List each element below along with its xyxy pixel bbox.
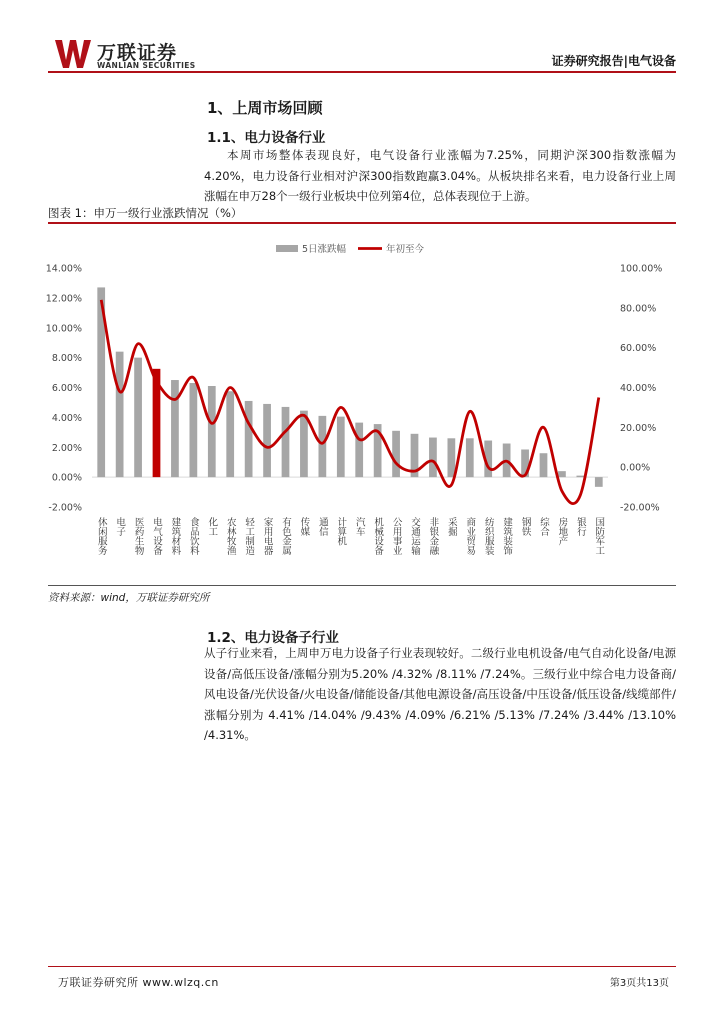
category-label: 有色金属 <box>280 517 291 555</box>
bar-综合 <box>540 453 548 477</box>
category-label: 银行 <box>574 517 586 536</box>
left-axis-tick-label: -2.00% <box>48 502 82 514</box>
right-axis-tick-label: 0.00% <box>620 462 651 474</box>
left-axis-tick-label: 4.00% <box>51 412 82 424</box>
page-header <box>0 0 724 74</box>
header-separator: | <box>623 54 628 68</box>
legend-label-line: 年初至今 <box>386 244 425 255</box>
category-label: 纺织服装 <box>482 517 494 555</box>
category-label: 传媒 <box>298 517 310 536</box>
right-axis-tick-label: 40.00% <box>620 383 657 394</box>
category-label: 电气设备 <box>151 517 162 555</box>
industry-performance-chart <box>0 225 724 585</box>
left-axis-tick-label: 0.00% <box>51 472 82 484</box>
category-label: 机械设备 <box>372 517 384 555</box>
category-label: 家用电器 <box>261 517 273 555</box>
bar-通信 <box>318 416 326 477</box>
category-label: 国防军工 <box>593 517 605 555</box>
subsection-title-2: 1.2、电力设备子行业 <box>207 630 339 646</box>
right-axis-tick-label: 60.00% <box>620 343 657 355</box>
right-axis-tick-label: -20.00% <box>620 502 660 514</box>
left-axis-tick-label: 10.00% <box>45 323 82 335</box>
bar-商业贸易 <box>466 438 474 477</box>
bar-农林牧渔 <box>226 391 234 477</box>
category-label: 计算机 <box>335 517 347 546</box>
bar-国防军工 <box>595 477 603 487</box>
wanlian-logo-icon <box>55 40 93 68</box>
category-label: 交通运输 <box>409 517 420 555</box>
category-label: 农林牧渔 <box>224 517 236 555</box>
category-label: 化工 <box>206 517 218 536</box>
bar-公用事业 <box>392 431 400 477</box>
left-axis-tick-label: 14.00% <box>45 263 82 275</box>
report-sector: 电气设备 <box>627 54 676 68</box>
bar-采掘 <box>447 438 455 477</box>
bar-传媒 <box>300 411 308 477</box>
header-report-label <box>552 52 676 69</box>
category-label: 轻工制造 <box>243 517 255 555</box>
category-label: 商业贸易 <box>464 517 476 555</box>
section-title: 1、上周市场回顾 <box>207 99 323 117</box>
bar-银行 <box>576 476 584 477</box>
category-label: 建筑材料 <box>169 517 181 555</box>
header-divider <box>48 71 676 73</box>
category-label: 公用事业 <box>390 517 402 555</box>
left-axis-tick-label: 2.00% <box>51 442 82 454</box>
report-type: 证券研究报告 <box>551 54 624 68</box>
category-label: 食品饮料 <box>187 517 199 555</box>
figure-title: 图表 1：申万一级行业涨跌情况（%） <box>48 206 243 220</box>
category-label: 综合 <box>538 517 549 536</box>
category-label: 电子 <box>114 517 126 536</box>
left-axis-tick-label: 8.00% <box>51 353 82 365</box>
category-label: 房地产 <box>556 517 568 546</box>
figure-top-rule <box>48 222 676 224</box>
paragraph-1-text: 本周市场整体表现良好，电气设备行业涨幅为7.25%，同期沪深300指数涨幅为4.20%，电力设备行业相对沪深300指数跑赢3.04%。从板块排名来看，电力设备行业上周涨幅在申万28个一级行业板块中位列第4位，总体表现位于上游。 <box>204 148 676 203</box>
bar-电子 <box>116 352 124 477</box>
bar-汽车 <box>355 423 363 478</box>
category-label: 休闲服务 <box>95 517 107 555</box>
bar-化工 <box>208 386 216 477</box>
legend-label-bar: 5日涨跌幅 <box>302 244 347 255</box>
bar-计算机 <box>337 417 345 477</box>
footer-divider <box>48 966 676 967</box>
bar-建筑材料 <box>171 380 179 477</box>
figure-bottom-rule <box>48 585 676 586</box>
category-label: 医药生物 <box>132 517 144 555</box>
category-label: 采掘 <box>445 517 457 536</box>
legend-swatch-bar <box>276 245 298 252</box>
logo-text-cn: 万联证券 <box>97 42 178 64</box>
right-axis-tick-label: 80.00% <box>620 303 657 315</box>
bar-医药生物 <box>134 358 142 478</box>
category-label: 汽车 <box>353 517 365 536</box>
bar-非银金融 <box>429 438 437 478</box>
paragraph-2-text: 从子行业来看，上周申万电力设备子行业表现较好。二级行业电机设备/电气自动化设备/电源设备/高低压设备/涨幅分别为5.20% /4.32% /8.11% /7.24%。三级行业中综合电力设备商/风电设备/光伏设备/火电设备/储能设备/其他电源设备/高压设备/中压设备/低压设备/线缆部件/涨幅分别为 4.41% /14.04% /9.43% /4.09% /6.21% /5.13% /7.24% /3.44% /13.10% /4.31%。 <box>204 646 676 742</box>
paragraph-1 <box>204 145 676 207</box>
bar-食品饮料 <box>189 383 197 477</box>
bar-有色金属 <box>282 407 290 477</box>
page-number: 第3页共13页 <box>609 978 669 989</box>
bar-家用电器 <box>263 404 271 477</box>
category-label: 非银金融 <box>427 517 439 555</box>
category-label: 通信 <box>316 517 328 536</box>
category-label: 建筑装饰 <box>501 517 513 555</box>
bar-轻工制造 <box>245 401 253 477</box>
paragraph-2 <box>204 643 676 746</box>
left-axis-tick-label: 12.00% <box>45 293 82 305</box>
category-label: 钢铁 <box>519 517 531 536</box>
figure-source: 资料来源：wind，万联证券研究所 <box>48 592 210 604</box>
logo-text-en: WANLIAN SECURITIES <box>97 61 196 70</box>
bar-房地产 <box>558 471 566 477</box>
footer-org: 万联证券研究所 www.wlzq.cn <box>58 976 219 989</box>
left-axis-tick-label: 6.00% <box>51 383 82 394</box>
subsection-title-1: 1.1、电力设备行业 <box>207 130 326 146</box>
right-axis-tick-label: 20.00% <box>620 422 657 434</box>
right-axis-tick-label: 100.00% <box>620 263 663 275</box>
